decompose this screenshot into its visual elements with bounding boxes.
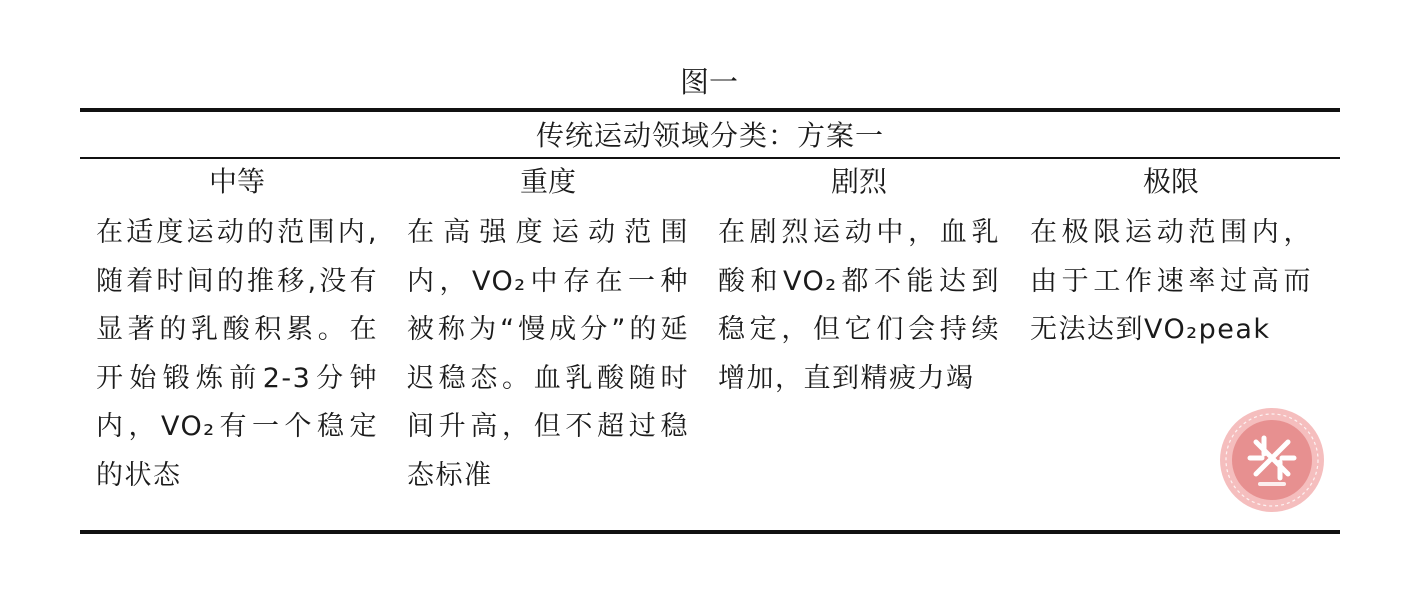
table-bottom-rule bbox=[80, 530, 1340, 534]
column-text: 在高强度运动范围内，VO₂中存在一种被称为“慢成分”的延迟稳态。血乳酸随时间升高，但不超过稳态标准 bbox=[407, 217, 689, 491]
table-caption: 传统运动领域分类：方案一 bbox=[535, 119, 884, 152]
column-text: 在适度运动的范围内,随着时间的推移,没有显著的乳酸积累。在开始锻炼前2-3分钟内，VO₂有一个稳定的状态 bbox=[96, 217, 378, 491]
table-caption-rule bbox=[80, 157, 1340, 159]
column-header: 中等 bbox=[208, 165, 265, 198]
column-text: 在剧烈运动中，血乳酸和VO₂都不能达到稳定，但它们会持续增加，直到精疲力竭 bbox=[718, 217, 1000, 394]
figure-label: 图一 bbox=[679, 65, 738, 99]
table-top-rule bbox=[80, 108, 1340, 112]
column-header: 极限 bbox=[1142, 165, 1199, 198]
column-header: 重度 bbox=[519, 165, 576, 198]
table-column-heavy bbox=[407, 163, 689, 501]
table-column-extreme bbox=[1030, 163, 1312, 355]
circular-seal-icon bbox=[1218, 406, 1326, 514]
table-column-severe bbox=[718, 163, 1000, 403]
table-column-moderate bbox=[96, 163, 378, 501]
column-header: 剧烈 bbox=[830, 165, 887, 198]
table-body bbox=[96, 163, 1336, 523]
column-text: 在极限运动范围内，由于工作速率过高而无法达到VO₂peak bbox=[1030, 217, 1312, 346]
